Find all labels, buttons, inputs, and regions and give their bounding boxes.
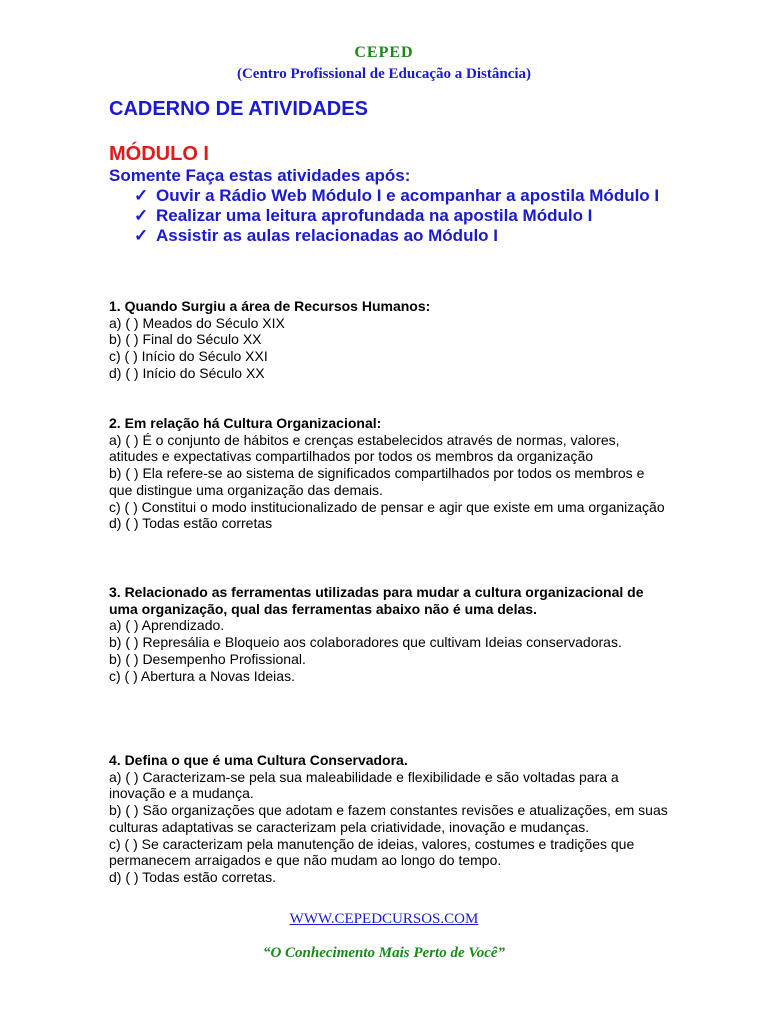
question-2 — [109, 415, 669, 532]
question-1 — [109, 298, 669, 382]
question-3 — [109, 584, 669, 684]
question-option: b) ( ) Represália e Bloqueio aos colaboradores que cultivam Ideias conservadoras. — [109, 634, 622, 651]
question-title: 4. Defina o que é uma Cultura Conservadora. — [109, 752, 408, 768]
question-option: a) ( ) É o conjunto de hábitos e crenças estabelecidos através de normas, valores, atitudes e expectativas compartilhados por todos os membros da organização — [109, 431, 620, 465]
org-full-name: (Centro Profissional de Educação a Distância) — [236, 66, 532, 82]
task-list — [109, 186, 669, 246]
question-option: c) ( ) Abertura a Novas Ideias. — [109, 667, 295, 684]
module-intro — [109, 166, 669, 246]
check-icon: ✓ — [134, 226, 149, 245]
check-icon: ✓ — [134, 206, 149, 225]
task-item — [109, 186, 669, 206]
question-option: b) ( ) Final do Século XX — [109, 331, 262, 348]
check-icon: ✓ — [134, 186, 149, 205]
question-option: a) ( ) Meados do Século XIX — [109, 314, 285, 331]
question-option: b) ( ) Desempenho Profissional. — [109, 650, 306, 667]
question-option: c) ( ) Se caracterizam pela manutenção de ideias, valores, costumes e tradições que permanecem arraigados e que não mudam ao longo do tempo. — [109, 835, 635, 869]
question-option: d) ( ) Todas estão corretas. — [109, 868, 277, 885]
intro-text: Somente Faça estas atividades após: — [109, 166, 411, 185]
task-item — [109, 226, 669, 246]
website-link[interactable]: WWW.CEPEDCURSOS.COM — [289, 911, 479, 927]
question-option: c) ( ) Início do Século XXI — [109, 348, 268, 365]
task-item — [109, 206, 669, 226]
task-text: Assistir as aulas relacionadas ao Módulo I — [156, 226, 499, 245]
question-title: 3. Relacionado as ferramentas utilizadas para mudar a cultura organizacional de uma organização, qual das ferramentas abaixo não é uma delas. — [109, 584, 644, 617]
question-option: a) ( ) Aprendizado. — [109, 617, 225, 634]
question-option: a) ( ) Caracterizam-se pela sua maleabilidade e flexibilidade e são voltadas para a inovação e a mudança. — [109, 768, 619, 802]
question-option: b) ( ) São organizações que adotam e fazem constantes revisões e atualizações, em suas culturas adaptativas se caracterizam pela criatividade, inovação e mudanças. — [109, 802, 668, 835]
task-text: Ouvir a Rádio Web Módulo I e acompanhar a apostila Módulo I — [156, 186, 660, 205]
document-title: CADERNO DE ATIVIDADES — [109, 98, 368, 120]
question-option: d) ( ) Todas estão corretas — [109, 515, 273, 532]
question-title: 2. Em relação há Cultura Organizacional: — [109, 415, 382, 431]
question-option: c) ( ) Constitui o modo institucionalizado de pensar e agir que existe em uma organização — [109, 498, 665, 515]
question-title: 1. Quando Surgiu a área de Recursos Humanos: — [109, 298, 431, 314]
org-name: CEPED — [354, 44, 414, 61]
question-option: d) ( ) Início do Século XX — [109, 364, 265, 381]
question-option: b) ( ) Ela refere-se ao sistema de significados compartilhados por todos os membros e que distingue uma organização das demais. — [109, 465, 645, 498]
footer-slogan: “O Conhecimento Mais Perto de Você” — [262, 945, 506, 961]
task-text: Realizar uma leitura aprofundada na apostila Módulo I — [156, 206, 593, 225]
question-4 — [109, 752, 669, 886]
module-title: MÓDULO I — [109, 143, 209, 165]
